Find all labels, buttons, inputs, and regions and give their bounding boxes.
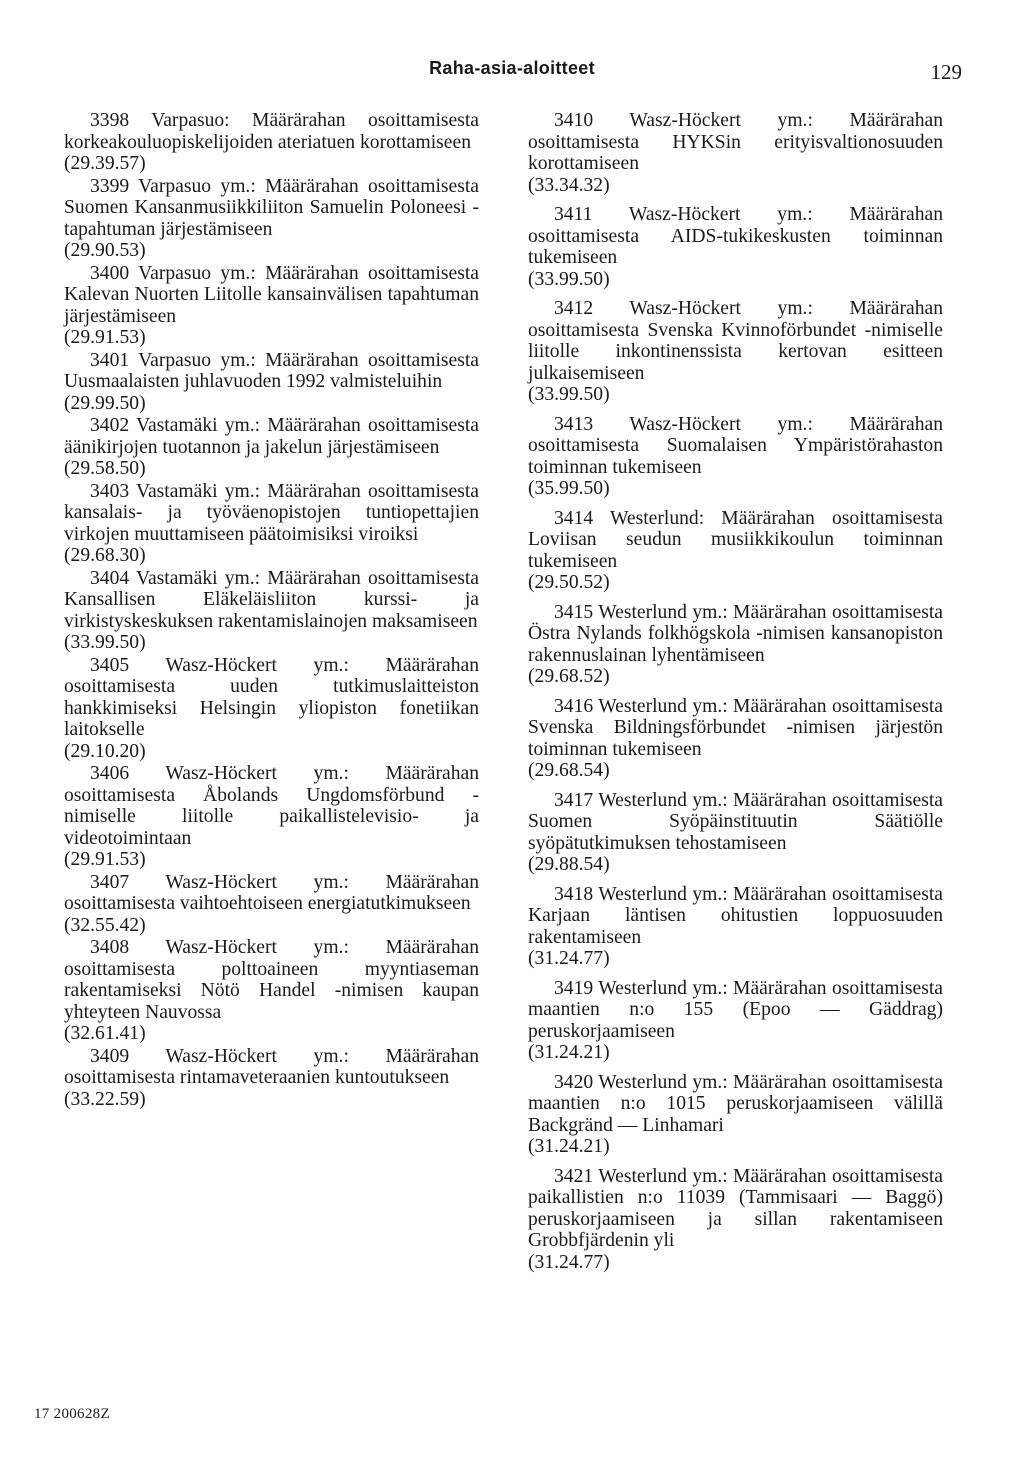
motion-entry — [528, 110, 943, 196]
section-title: Raha-asia-aloitteet — [429, 58, 595, 78]
budget-reference: (29.99.50) — [64, 392, 146, 414]
motion-text: 3398 Varpasuo: Määrärahan osoittamisesta korkeakouluopiskelijoiden ateriatuen korottamiseen — [64, 110, 479, 153]
motion-text: 3421 Westerlund ym.: Määrärahan osoittamisesta paikallistien n:o 11039 (Tammisaari — Baggö) peruskorjaamiseen ja sillan rakentamiseen Grobbfjärdenin yli — [528, 1165, 943, 1251]
motion-entry — [528, 884, 943, 970]
motion-entry — [528, 602, 943, 688]
left-column — [64, 110, 479, 1111]
motion-entry — [528, 696, 943, 782]
motion-entry — [528, 978, 943, 1064]
motion-text: 3419 Westerlund ym.: Määrärahan osoittamisesta maantien n:o 155 (Epoo — Gäddrag) peruskorjaamiseen — [528, 977, 943, 1042]
motion-entry — [64, 110, 479, 175]
budget-reference: (35.99.50) — [528, 478, 610, 499]
printer-code: 17 200628Z — [34, 1406, 110, 1422]
motion-text: 3415 Westerlund ym.: Määrärahan osoittamisesta Östra Nylands folkhögskola -nimisen kansanopiston rakennuslainan lyhentämiseen — [528, 601, 943, 666]
motion-entry — [64, 263, 479, 349]
motion-entry — [528, 790, 943, 876]
motion-text: 3411 Wasz-Höckert ym.: Määrärahan osoittamisesta AIDS-tukikeskusten toiminnan tukemiseen — [528, 204, 943, 268]
motion-text: 3403 Vastamäki ym.: Määrärahan osoittamisesta kansalais- ja työväenopistojen tuntiopettajien virkojen muuttamiseen päätoimisiksi viroiksi — [64, 480, 479, 545]
motion-text: 3402 Vastamäki ym.: Määrärahan osoittamisesta äänikirjojen tuotannon ja jakelun järjestämiseen — [64, 415, 479, 458]
budget-reference: (29.68.30) — [64, 545, 146, 566]
motion-text: 3416 Westerlund ym.: Määrärahan osoittamisesta Svenska Bildningsförbundet -nimisen järjestön toiminnan tukemiseen — [528, 695, 943, 760]
budget-reference: (33.99.50) — [528, 384, 610, 405]
budget-reference: (29.10.20) — [64, 740, 146, 762]
budget-reference: (33.22.59) — [64, 1088, 146, 1110]
budget-reference: (29.39.57) — [64, 153, 146, 174]
budget-reference: (29.68.52) — [528, 666, 610, 687]
budget-reference: (29.50.52) — [528, 572, 610, 593]
motion-entry — [528, 204, 943, 290]
budget-reference: (33.34.32) — [528, 174, 610, 196]
motion-text: 3405 Wasz-Höckert ym.: Määrärahan osoittamisesta uuden tutkimuslaitteiston hankkimiseksi Helsingin yliopiston fonetiikan laitokselle — [64, 654, 479, 740]
motion-text: 3420 Westerlund ym.: Määrärahan osoittamisesta maantien n:o 1015 peruskorjaamiseen välillä Backgränd — Linhamari — [528, 1071, 943, 1136]
budget-reference: (29.88.54) — [528, 854, 610, 875]
motion-entry — [64, 176, 479, 262]
motion-text: 3407 Wasz-Höckert ym.: Määrärahan osoittamisesta vaihtoehtoiseen energiatutkimukseen — [64, 871, 479, 914]
motion-entry — [64, 655, 479, 763]
motion-entry — [64, 1046, 479, 1111]
motion-entry — [64, 568, 479, 654]
budget-reference: (31.24.21) — [528, 1136, 610, 1157]
motion-text: 3409 Wasz-Höckert ym.: Määrärahan osoittamisesta rintamaveteraanien kuntoutukseen — [64, 1045, 479, 1088]
motion-text: 3406 Wasz-Höckert ym.: Määrärahan osoittamisesta Åbolands Ungdomsförbund -nimiselle liitolle paikallistelevisio- ja videotoimintaan — [64, 763, 479, 849]
motion-entry — [64, 481, 479, 567]
motion-text: 3401 Varpasuo ym.: Määrärahan osoittamisesta Uusmaalaisten juhlavuoden 1992 valmisteluihin — [64, 349, 479, 392]
budget-reference: (33.99.50) — [64, 632, 146, 653]
budget-reference: (32.55.42) — [64, 914, 146, 936]
motion-entry — [64, 937, 479, 1045]
page-number: 129 — [930, 60, 962, 84]
motion-text: 3412 Wasz-Höckert ym.: Määrärahan osoittamisesta Svenska Kvinnoförbundet -nimiselle liitolle inkontinenssista kertovan esitteen julkaisemiseen — [528, 298, 943, 384]
motion-entry — [64, 350, 479, 415]
motion-entry — [528, 1166, 943, 1274]
budget-reference: (29.91.53) — [64, 849, 146, 870]
motion-entry — [528, 508, 943, 594]
motion-text: 3399 Varpasuo ym.: Määrärahan osoittamisesta Suomen Kansanmusiikkiliiton Samuelin Poloneesi -tapahtuman järjestämiseen — [64, 175, 479, 240]
budget-reference: (31.24.77) — [528, 948, 610, 969]
budget-reference: (31.24.21) — [528, 1042, 610, 1063]
motion-text: 3404 Vastamäki ym.: Määrärahan osoittamisesta Kansallisen Eläkeläisliiton kurssi- ja virkistyskeskuksen rakentamislainojen maksamiseen — [64, 567, 479, 632]
motion-text: 3400 Varpasuo ym.: Määrärahan osoittamisesta Kalevan Nuorten Liitolle kansainvälisen tapahtuman järjestämiseen — [64, 262, 479, 327]
budget-reference: (29.90.53) — [64, 240, 146, 261]
right-column — [528, 110, 943, 1281]
budget-reference: (31.24.77) — [528, 1251, 610, 1273]
budget-reference: (33.99.50) — [528, 268, 610, 290]
motion-entry — [528, 298, 943, 406]
budget-reference: (29.91.53) — [64, 327, 146, 348]
motion-entry — [64, 872, 479, 937]
motion-text: 3413 Wasz-Höckert ym.: Määrärahan osoittamisesta Suomalaisen Ympäristörahaston toiminnan tukemiseen — [528, 413, 943, 478]
budget-reference: (29.68.54) — [528, 760, 610, 781]
budget-reference: (32.61.41) — [64, 1023, 146, 1044]
motion-entry — [64, 763, 479, 871]
motion-entry — [64, 415, 479, 480]
motion-text: 3408 Wasz-Höckert ym.: Määrärahan osoittamisesta polttoaineen myyntiaseman rakentamiseksi Nötö Handel -nimisen kaupan yhteyteen Nauvossa — [64, 937, 479, 1023]
budget-reference: (29.58.50) — [64, 458, 146, 479]
motion-text: 3414 Westerlund: Määrärahan osoittamisesta Loviisan seudun musiikkikoulun toiminnan tukemiseen — [528, 507, 943, 572]
motion-text: 3410 Wasz-Höckert ym.: Määrärahan osoittamisesta HYKSin erityisvaltionosuuden korottamiseen — [528, 110, 943, 174]
motion-text: 3418 Westerlund ym.: Määrärahan osoittamisesta Karjaan läntisen ohitustien loppuosuuden rakentamiseen — [528, 883, 943, 948]
motion-entry — [528, 414, 943, 500]
motion-entry — [528, 1072, 943, 1158]
motion-text: 3417 Westerlund ym.: Määrärahan osoittamisesta Suomen Syöpäinstituutin Säätiölle syöpätutkimuksen tehostamiseen — [528, 789, 943, 854]
